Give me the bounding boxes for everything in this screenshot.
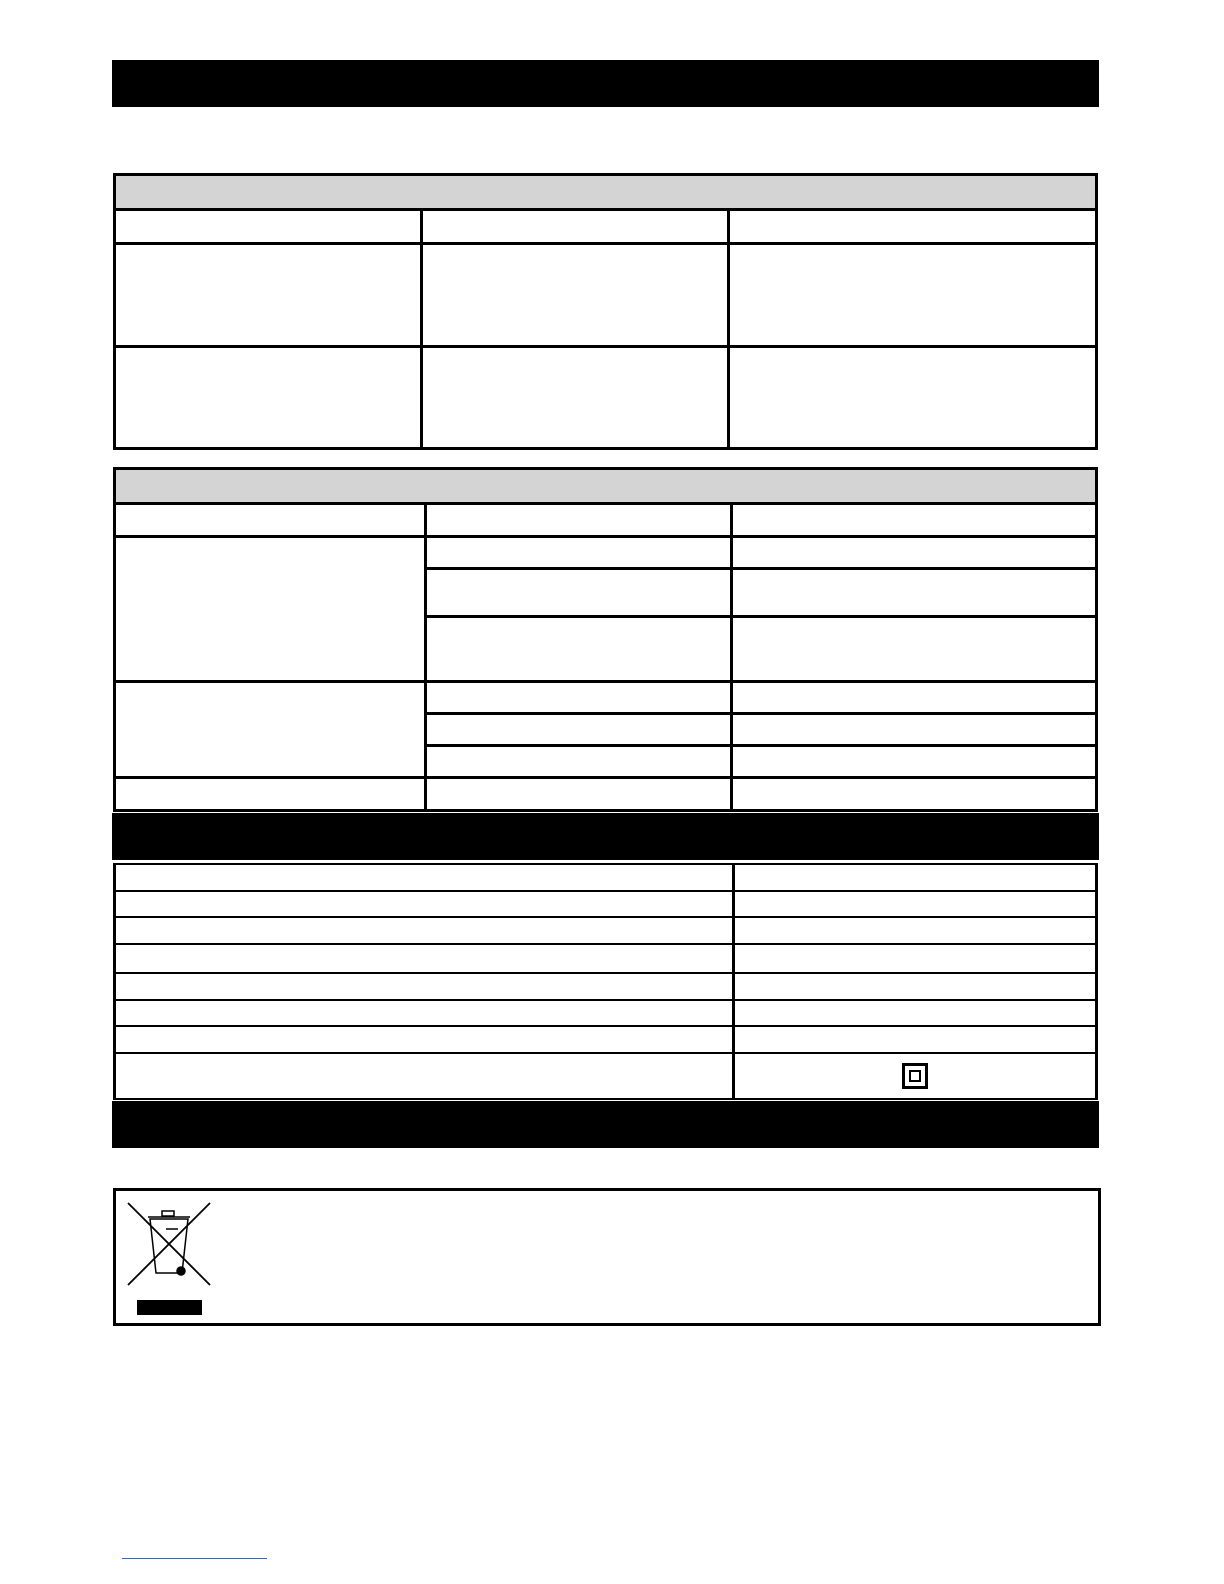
crossed-out-wheelie-bin-icon [126,1201,212,1287]
double-insulation-icon [902,1063,928,1089]
table-cell [115,864,734,891]
table-cell [732,537,1097,569]
table-cell [426,714,732,746]
table-cell [732,714,1097,746]
table-cell [426,682,732,714]
table-cell [734,1000,1097,1026]
table-cell [115,1026,734,1053]
column-header [115,504,426,537]
table-cell [115,210,422,244]
table-cell [115,944,734,973]
table-cell [115,1000,734,1026]
column-header [732,504,1097,537]
group-label [115,682,426,778]
table-cell [729,244,1097,347]
table-cell [732,778,1097,811]
table-cell [422,210,729,244]
table-cell [426,569,732,617]
spec-table-2 [113,467,1098,812]
footer-link-underline [122,1558,267,1559]
table-cell [115,1053,734,1099]
class-ii-cell [734,1053,1097,1099]
table-cell [734,891,1097,917]
table-cell [734,1026,1097,1053]
table-cell [426,746,732,778]
column-header [426,504,732,537]
weee-notice-box [113,1188,1101,1326]
table-cell [426,537,732,569]
table-cell [115,917,734,944]
table-cell [729,210,1097,244]
spec-table-3 [113,863,1098,1100]
spec-table-1 [113,173,1098,450]
table-cell [115,244,422,347]
section-bar-2 [112,1101,1099,1148]
table-cell [734,917,1097,944]
table-cell [734,864,1097,891]
table-cell [426,617,732,682]
table-1-header [115,175,1097,210]
weee-label-bar [137,1300,202,1315]
table-cell [729,347,1097,449]
table-cell [732,569,1097,617]
header-bar [112,60,1099,107]
table-cell [732,682,1097,714]
table-cell [115,347,422,449]
table-cell [732,617,1097,682]
table-2-header [115,469,1097,504]
table-cell [734,944,1097,973]
group-label [115,537,426,682]
table-cell [115,891,734,917]
table-cell [732,746,1097,778]
group-label [115,778,426,811]
table-cell [422,347,729,449]
table-cell [734,973,1097,1000]
table-cell [422,244,729,347]
section-bar-1 [112,813,1099,860]
table-cell [115,973,734,1000]
table-cell [426,778,732,811]
